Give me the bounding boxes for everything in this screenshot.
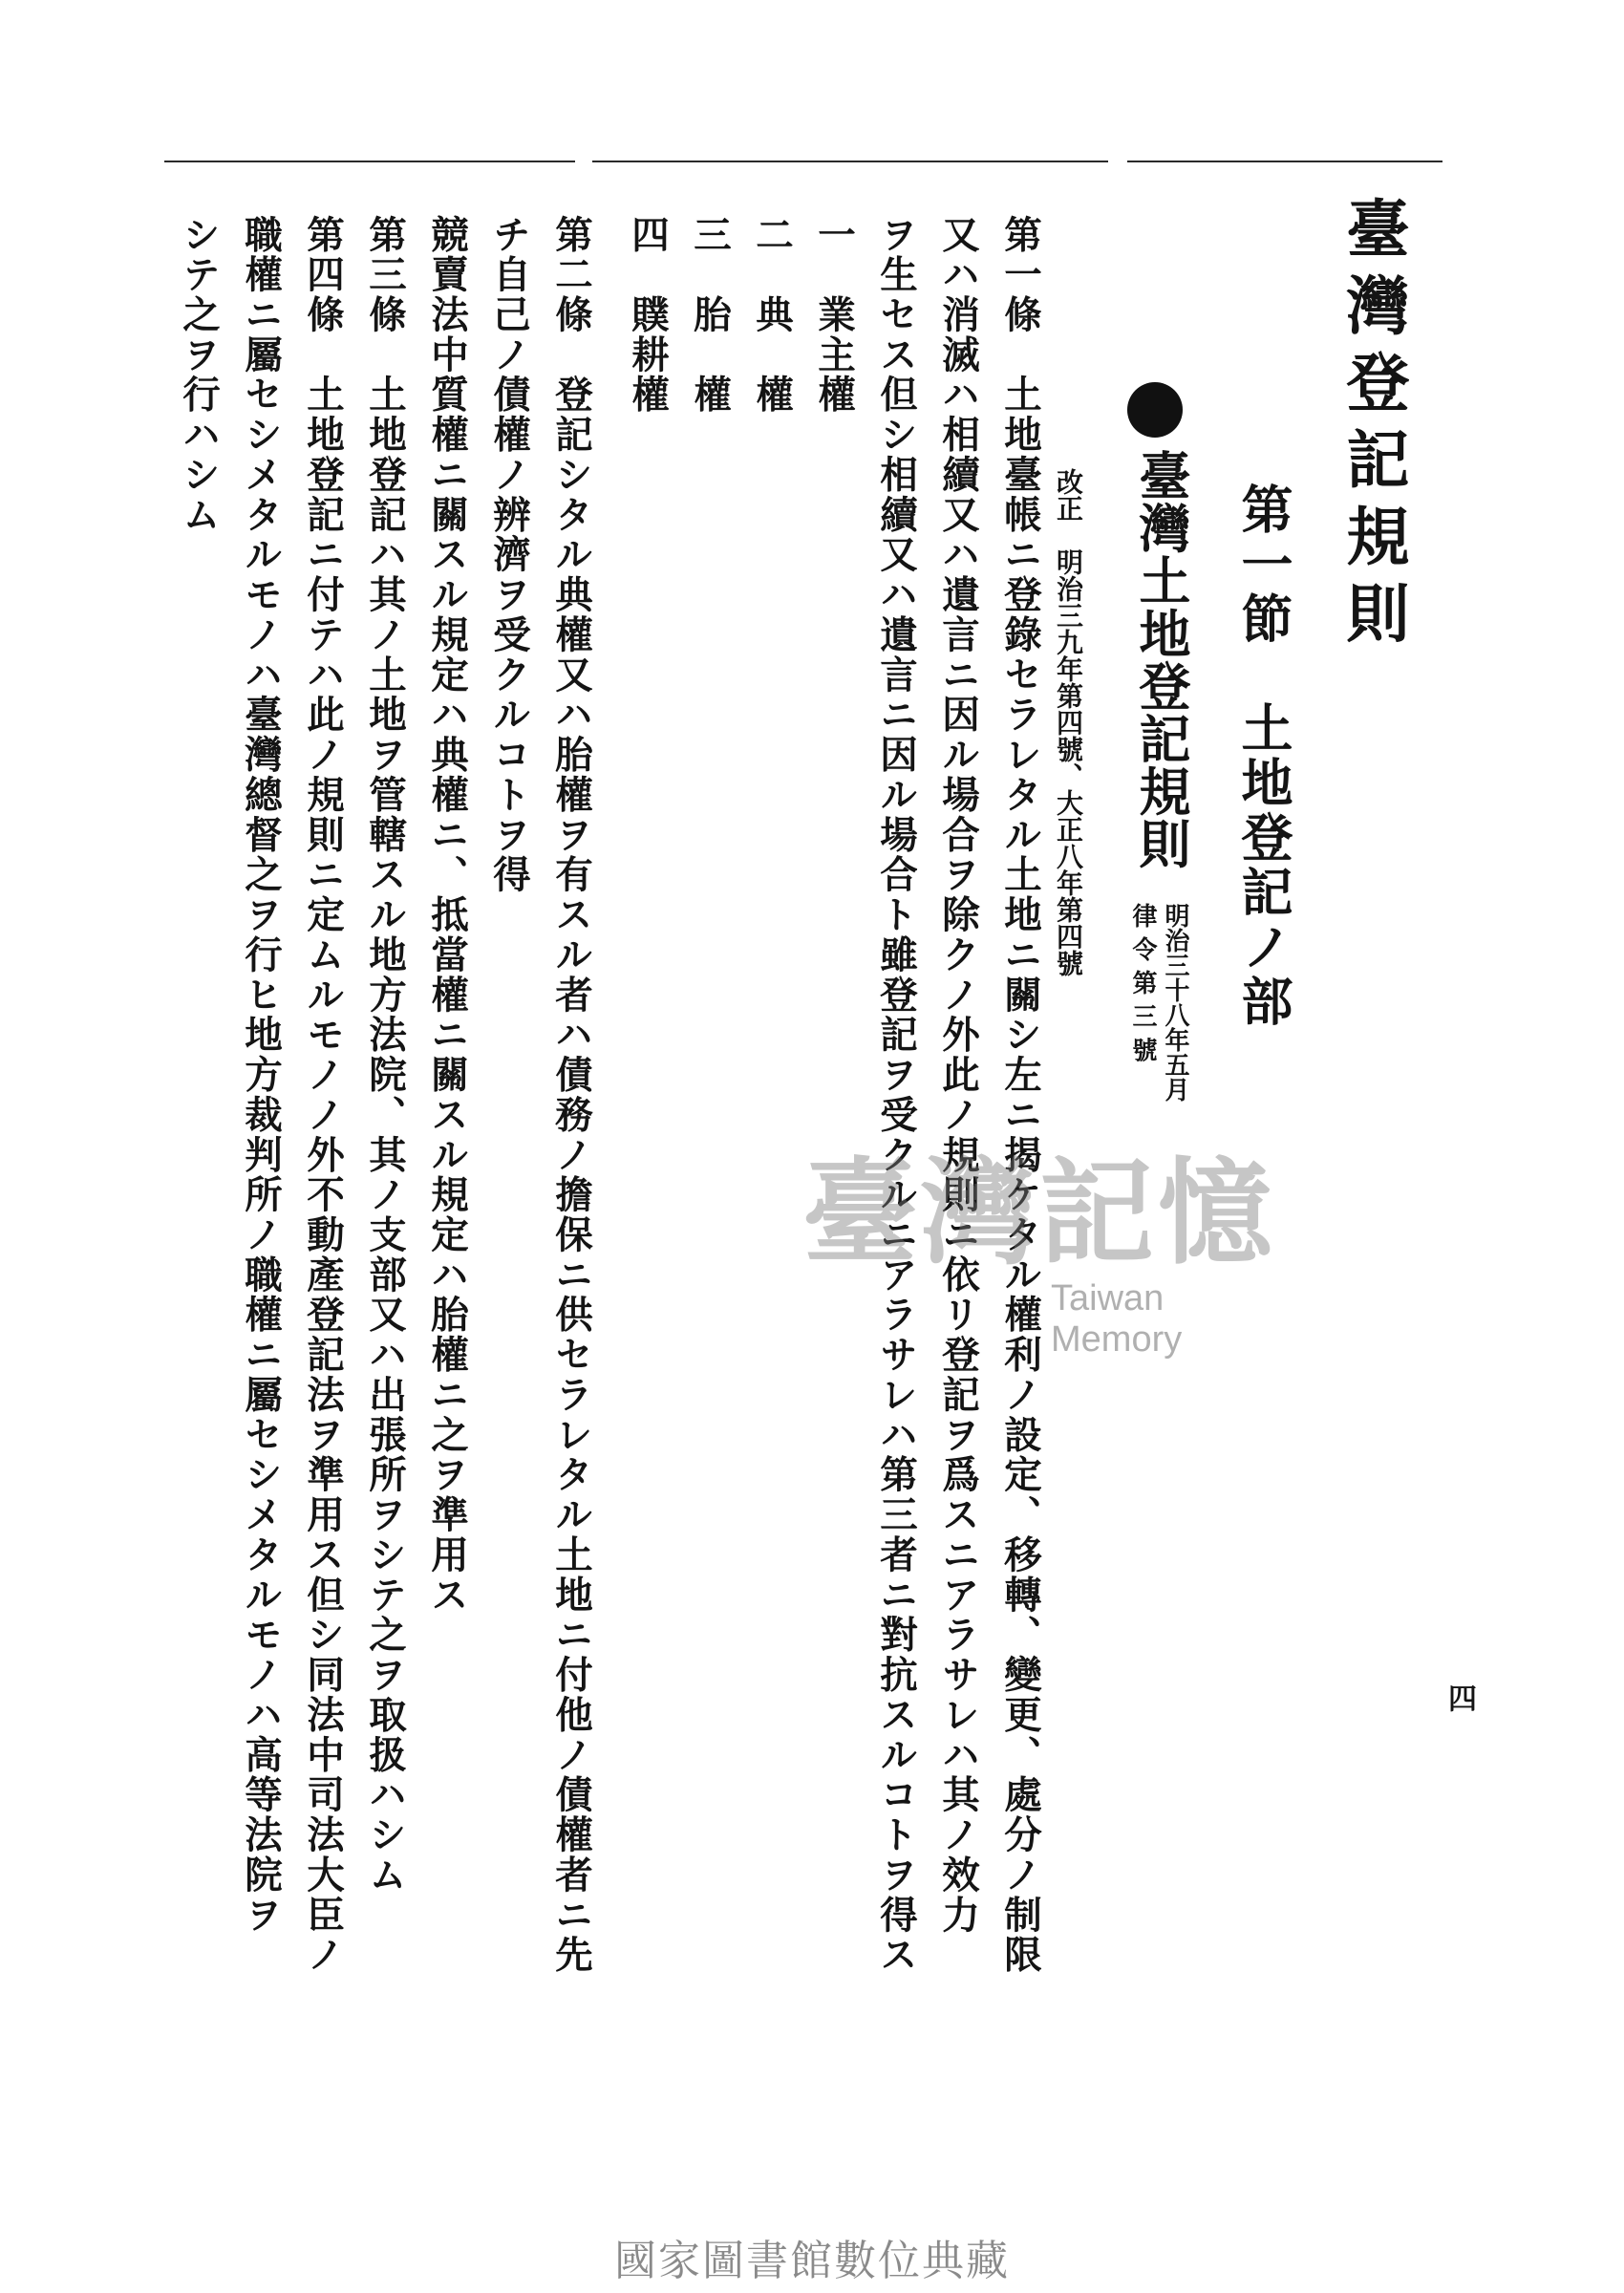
footer-credit: 國家圖書館數位典藏 [614, 2237, 1010, 2285]
amendment-note: 改正 明治三九年第四號、大正八年第四號 [1053, 468, 1084, 976]
article-3-line: 第三條 土地登記ハ其ノ土地ヲ管轄スル地方法院、其ノ支部又ハ出張所ヲシテ之ヲ取扱ハシム [363, 215, 407, 1896]
law-date-line-1: 明治三十八年五月 [1161, 903, 1189, 1102]
article-2-line-2: チ自己ノ債權ノ辨濟ヲ受クルコトヲ得 [487, 215, 531, 895]
top-rule-3 [1127, 161, 1442, 162]
right-item-1 [807, 215, 861, 415]
article-2-line-3: 競賣法中質權ニ關スル規定ハ典權ニ、抵當權ニ關スル規定ハ胎權ニ之ヲ準用ス [425, 215, 469, 1616]
bullet-icon [1127, 382, 1183, 438]
law-title: 臺灣土地登記規則 [1131, 449, 1192, 870]
top-rule-1 [164, 161, 575, 162]
watermark [802, 1146, 1299, 1360]
right-item-4-name: 贌耕權 [626, 294, 670, 416]
top-rule-2 [592, 161, 1108, 162]
article-4-line-1: 第四條 土地登記ニ付テハ此ノ規則ニ定ムルモノノ外不動產登記法ヲ準用ス但シ同法中司法大臣ノ [301, 215, 345, 1976]
watermark-en: Taiwan Memory [1051, 1278, 1183, 1360]
right-item-2 [745, 215, 799, 415]
article-4-line-2: 職權ニ屬セシメタルモノハ臺灣總督之ヲ行ヒ地方裁判所ノ職權ニ屬セシメタルモノハ高等法院ヲ [239, 215, 283, 1936]
right-item-2-name: 典 權 [750, 294, 794, 416]
watermark-cjk: 臺灣記憶 [802, 1146, 1276, 1280]
article-1-line-1: 第一條 土地臺帳ニ登錄セラレタル土地ニ關シ左ニ揭ケタル權利ノ設定、移轉、變更、處分ノ制限 [998, 215, 1042, 1976]
page-title: 臺灣登記規則 [1336, 196, 1410, 658]
right-item-1-gap [812, 255, 856, 295]
right-item-2-gap [750, 255, 794, 295]
right-item-1-name: 業主權 [812, 294, 856, 416]
right-item-3-number: 三 [688, 215, 732, 255]
section-heading: 第一節 土地登記ノ部 [1233, 482, 1294, 1030]
article-1-line-3: ヲ生セス但シ相續又ハ遺言ニ因ル場合ト雖登記ヲ受クルニアラサレハ第三者ニ對抗スルコトヲ得ス [874, 215, 918, 1976]
article-2-line-1: 第二條 登記シタル典權又ハ胎權ヲ有スル者ハ債務ノ擔保ニ供セラレタル土地ニ付他ノ債權者ニ先 [549, 215, 593, 1976]
right-item-4 [621, 215, 674, 415]
right-item-1-number: 一 [812, 215, 856, 255]
right-item-3-name: 胎 權 [688, 294, 732, 416]
right-item-3 [683, 215, 737, 415]
right-item-3-gap [688, 255, 732, 295]
page-number: 四 [1442, 1683, 1476, 1714]
right-item-2-number: 二 [750, 215, 794, 255]
article-4-line-3: シテ之ヲ行ハシム [177, 215, 221, 535]
law-date-line-2: 律令第三號 [1128, 903, 1157, 1071]
right-item-4-number: 四 [626, 215, 670, 255]
article-1-line-2: 又ハ消滅ハ相續又ハ遺言ニ因ル場合ヲ除クノ外此ノ規則ニ依リ登記ヲ爲スニアラサレハ其ノ效力 [936, 215, 980, 1936]
right-item-4-gap [626, 255, 670, 295]
